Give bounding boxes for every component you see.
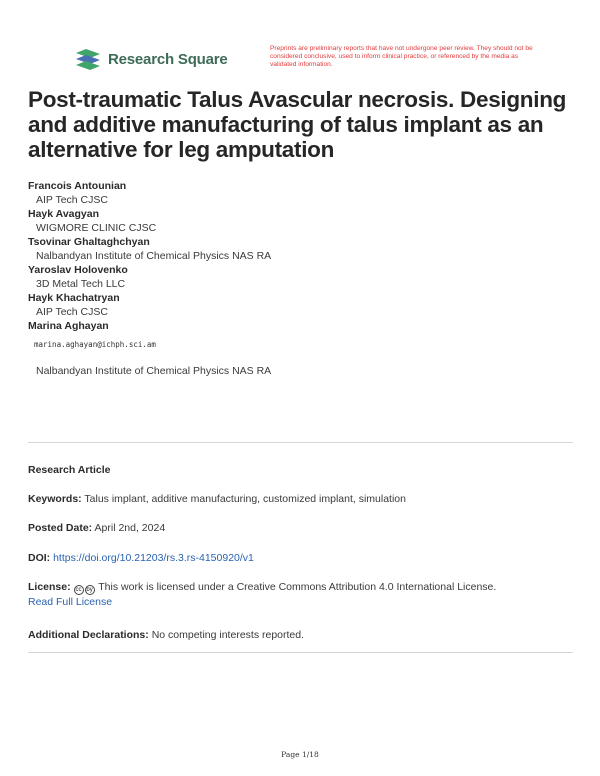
author-email[interactable]: marina.aghayan@ichph.sci.am (34, 339, 156, 349)
author-entry (28, 236, 568, 263)
declarations-label: Additional Declarations: (28, 629, 149, 641)
doi-field (28, 551, 573, 566)
keywords-value: Talus implant, additive manufacturing, customized implant, simulation (84, 493, 406, 505)
author-name: Marina Aghayan (28, 320, 109, 332)
author-entry (28, 180, 568, 207)
section-divider (28, 652, 573, 653)
author-affiliation: Nalbandyan Institute of Chemical Physics NAS RA (36, 249, 272, 262)
posted-date-field (28, 521, 573, 536)
license-text: This work is licensed under a Creative Commons Attribution 4.0 International License. (98, 581, 497, 593)
declarations-value: No competing interests reported. (151, 629, 305, 641)
author-list (28, 180, 568, 379)
author-name: Tsovinar Ghaltaghchyan (28, 236, 150, 248)
license-field (28, 580, 573, 610)
author-entry (28, 292, 568, 319)
section-divider (28, 442, 573, 443)
keywords-field (28, 492, 573, 507)
attribution-icon: by (86, 587, 93, 593)
author-name: Francois Antounian (28, 180, 127, 192)
research-square-logo-icon (74, 48, 102, 70)
author-affiliation: Nalbandyan Institute of Chemical Physics NAS RA (36, 364, 272, 377)
article-type-label: Research Article (28, 464, 111, 476)
author-affiliation: AIP Tech CJSC (36, 305, 108, 318)
declarations-field (28, 628, 573, 643)
paper-title: Post-traumatic Talus Avascular necrosis. Designing and additive manufacturing of talus implant as an alternative for leg amputation (28, 87, 567, 162)
author-affiliation: 3D Metal Tech LLC (36, 277, 126, 290)
doi-label: DOI: (28, 552, 51, 564)
logo-text: Research Square (108, 50, 228, 68)
author-entry (28, 320, 568, 378)
author-entry (28, 264, 568, 291)
preprint-disclaimer: Preprints are preliminary reports that have not undergone peer review. They should not be considered conclusive, used to inform clinical practice, or referenced by the media as validated information. (270, 45, 533, 69)
posted-date-label: Posted Date: (28, 522, 93, 534)
article-type (28, 463, 573, 478)
author-affiliation: AIP Tech CJSC (36, 193, 108, 206)
page-number: Page 1/18 (281, 750, 319, 759)
read-full-license-link[interactable]: Read Full License (28, 596, 113, 608)
author-name: Yaroslav Holovenko (28, 264, 128, 276)
author-entry (28, 208, 568, 235)
license-label: License: (28, 581, 71, 593)
doi-link[interactable]: https://doi.org/10.21203/rs.3.rs-4150920/v1 (53, 552, 254, 564)
research-square-logo[interactable] (74, 48, 228, 70)
author-name: Hayk Khachatryan (28, 292, 120, 304)
author-affiliation: WIGMORE CLINIC CJSC (36, 221, 157, 234)
creative-commons-icon: cc (75, 587, 82, 593)
author-name: Hayk Avagyan (28, 208, 100, 220)
posted-date-value: April 2nd, 2024 (94, 522, 166, 534)
keywords-label: Keywords: (28, 493, 82, 505)
